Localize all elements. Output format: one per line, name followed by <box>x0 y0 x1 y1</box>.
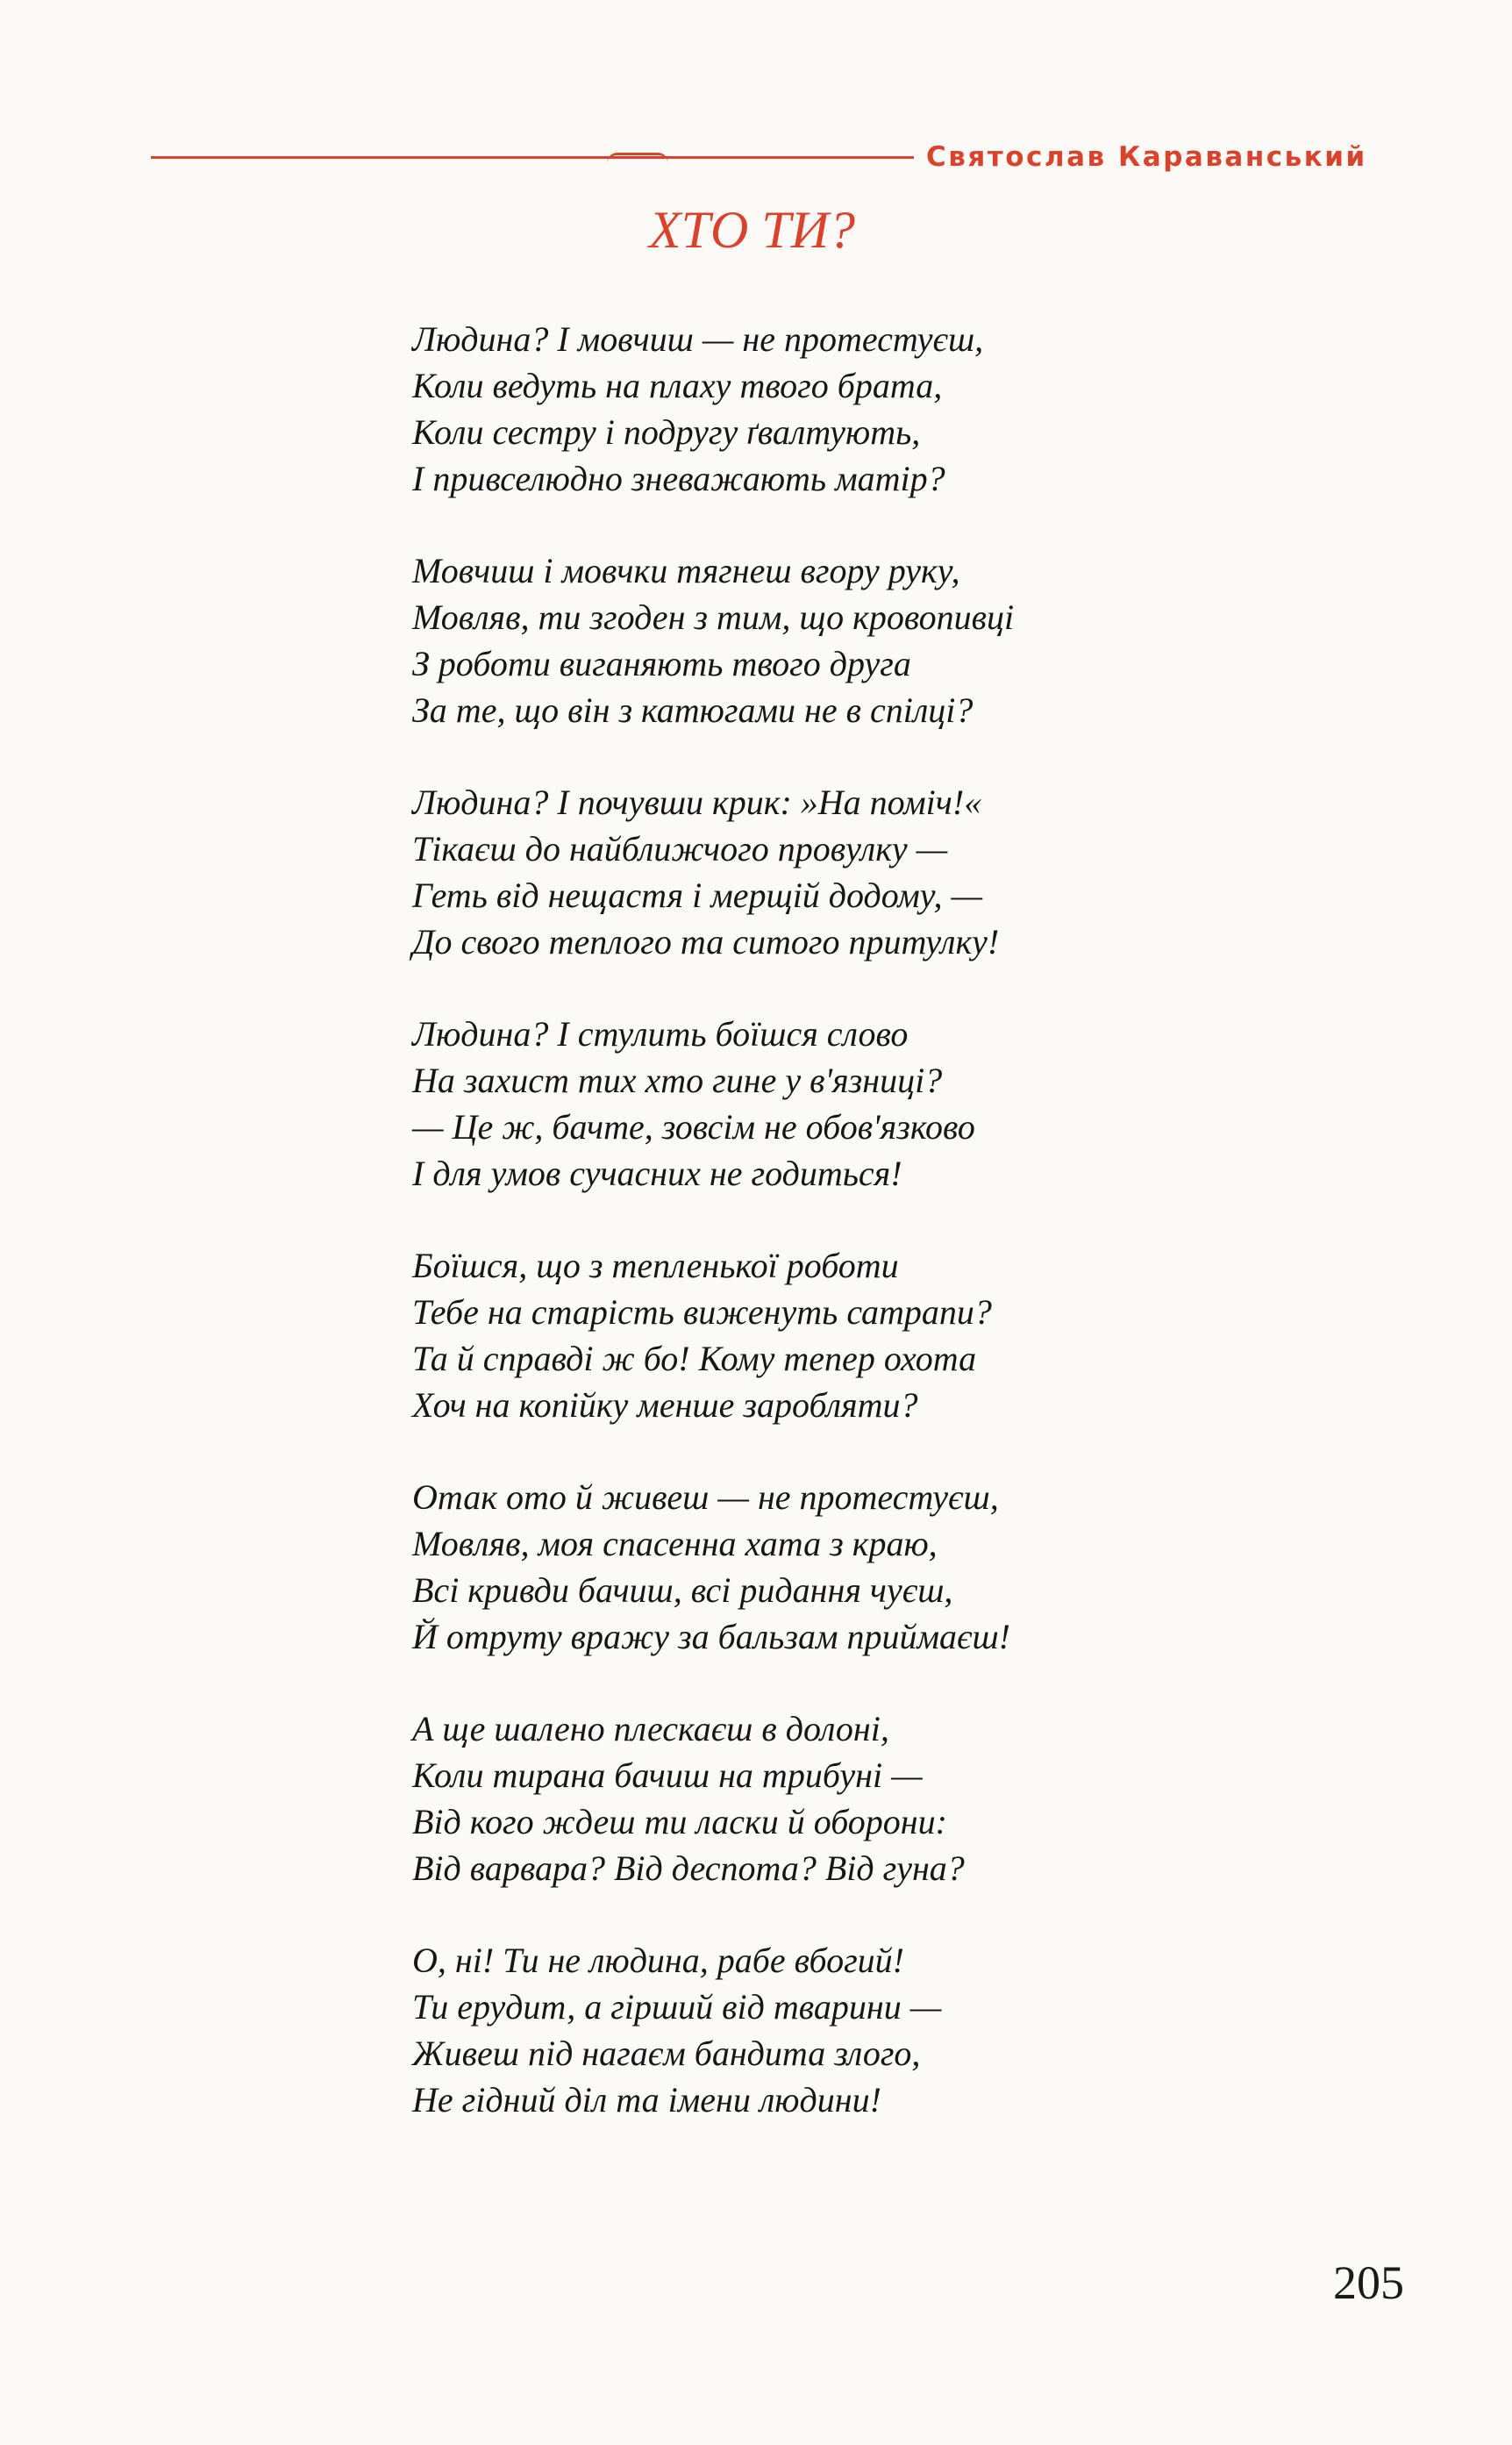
poem-line: Коли тирана бачиш на трибуні — <box>412 1755 923 1795</box>
poem-line: Мовляв, моя спасенна хата з краю, <box>412 1524 938 1563</box>
poem-line: Мовляв, ти згоден з тим, що кровопивці <box>412 597 1015 637</box>
poem-line: Та й справді ж бо! Кому тепер охота <box>412 1339 977 1378</box>
poem-line: Живеш під нагаєм бандита злого, <box>412 2034 921 2073</box>
poem-body <box>412 316 1394 2169</box>
poem-line: З роботи виганяють твого друга <box>412 644 911 683</box>
poem-line: Коли сестру і подругу ґвалтують, <box>412 412 921 452</box>
poem-line: За те, що він з катюгами не в спілці? <box>412 690 974 730</box>
poem-line: Ти ерудит, а гірший від тварини — <box>412 1987 942 2027</box>
poem-line: Геть від нещастя і мерщій додому, — <box>412 876 983 915</box>
poem-title: ХТО ТИ? <box>649 201 856 259</box>
poem-line: Отак ото й живеш — не протестуєш, <box>412 1477 999 1517</box>
poem-line: Людина? І мовчиш — не протестуєш, <box>412 319 984 359</box>
stanza <box>412 779 1394 965</box>
poem-line: Всі кривди бачиш, всі ридання чуєш, <box>412 1570 953 1610</box>
poem-line: Від варвара? Від деспота? Від гуна? <box>412 1848 965 1888</box>
poem-line: І для умов сучасних не годиться! <box>412 1154 902 1193</box>
poem-line: Людина? І почувши крик: »На поміч!« <box>412 783 982 822</box>
running-header-author: Святослав Караванський <box>926 141 1367 173</box>
poem-line: Мовчиш і мовчки тягнеш вгору руку, <box>412 551 960 590</box>
poem-line: — Це ж, бачте, зовсім не обов'язково <box>412 1107 975 1147</box>
poem-line: І привселюдно зневажають матір? <box>412 459 945 498</box>
poem-line: Від кого ждеш ти ласки й оборони: <box>412 1802 947 1841</box>
stanza <box>412 1937 1394 2123</box>
poem-line: Й отруту вражу за бальзам приймаєш! <box>412 1617 1010 1656</box>
poem-line: До свого теплого та ситого притулку! <box>412 922 1000 962</box>
stanza <box>412 1705 1394 1891</box>
poem-line: Не гідний діл та імени людини! <box>412 2080 881 2120</box>
poem-line: Людина? І стулить боїшся слово <box>412 1014 909 1054</box>
header-rule-ornament <box>607 153 668 163</box>
stanza <box>412 316 1394 502</box>
poem-line: А ще шалено плескаєш в долоні, <box>412 1709 889 1748</box>
poem-line: Тікаєш до найближчого провулку — <box>412 829 948 869</box>
page-number: 205 <box>1333 2256 1404 2309</box>
poem-line: Боїшся, що з тепленької роботи <box>412 1246 899 1285</box>
poem-line: О, ні! Ти не людина, рабе вбогий! <box>412 1941 904 1980</box>
poem-line: Коли ведуть на плаху твого брата, <box>412 366 943 405</box>
header-rule <box>151 156 914 159</box>
stanza <box>412 1242 1394 1428</box>
poem-line: На захист тих хто гине у в'язниці? <box>412 1061 943 1100</box>
stanza <box>412 547 1394 733</box>
stanza <box>412 1474 1394 1660</box>
stanza <box>412 1011 1394 1197</box>
poem-line: Хоч на копійку менше заробляти? <box>412 1385 918 1425</box>
poem-line: Тебе на старість виженуть сатрапи? <box>412 1292 992 1332</box>
